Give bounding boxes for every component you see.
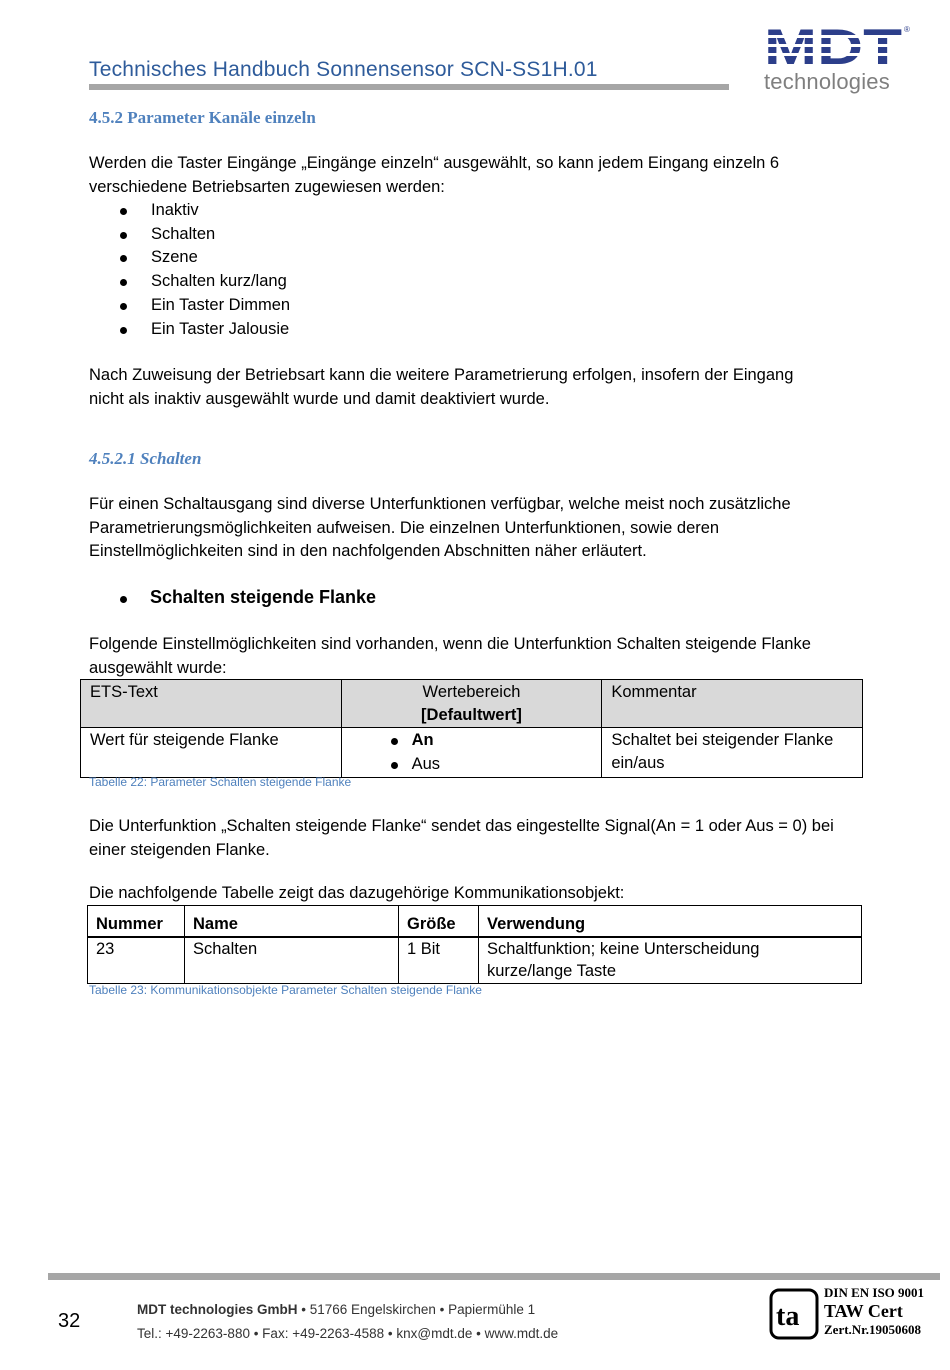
intro-line: Werden die Taster Eingänge „Eingänge einzeln“ ausgewählt, so kann jedem Eingang einzeln 6 (89, 154, 780, 172)
list-item: Ein Taster Dimmen (89, 294, 869, 318)
table-header-row (88, 906, 862, 937)
text-line: Die Unterfunktion „Schalten steigende Flanke“ sendet das eingestellte Signal(An = 1 oder Aus = 0) bei (89, 817, 834, 835)
column-header-range (341, 680, 602, 728)
list-item: Inaktiv (89, 199, 869, 223)
column-header-size: Größe (399, 906, 479, 937)
cert-logo-text: ta (776, 1301, 800, 1332)
mode-list (89, 199, 869, 341)
usage-line: Schaltfunktion; keine Unterscheidung (487, 939, 760, 958)
cell-usage (479, 937, 862, 984)
footer-contact: Tel.: +49-2263-880 • Fax: +49-2263-4588 • knx@mdt.de • www.mdt.de (137, 1326, 559, 1341)
column-header-comment: Kommentar (602, 680, 863, 728)
company-name: MDT technologies GmbH (137, 1302, 298, 1317)
communication-object-table (87, 905, 862, 984)
table-header-row (81, 680, 863, 728)
intro-line: verschiedene Betriebsarten zugewiesen werden: (89, 177, 445, 196)
text-line: nicht als inaktiv ausgewählt wurde und damit deaktiviert wurde. (89, 389, 550, 408)
default-label: [Defaultwert] (421, 705, 522, 724)
range-label: Wertebereich (422, 683, 521, 701)
table-row (81, 728, 863, 778)
text-line: Nach Zuweisung der Betriebsart kann die weitere Parametrierung erfolgen, insofern der Eingang (89, 366, 794, 384)
cert-standard: DIN EN ISO 9001 (824, 1285, 925, 1300)
text-line: Einstellmöglichkeiten sind in den nachfolgenden Abschnitten näher erläutert. (89, 542, 647, 560)
section-after-text (89, 364, 869, 411)
page-number: 32 (58, 1310, 81, 1332)
mdt-logo-mark (762, 22, 912, 68)
bullet-heading (120, 587, 376, 608)
company-address: • 51766 Engelskirchen • Papiermühle 1 (301, 1302, 536, 1317)
footer-address (137, 1302, 535, 1317)
list-item: Schalten kurz/lang (89, 270, 869, 294)
comment-line: ein/aus (611, 753, 665, 772)
text-line: einer steigenden Flanke. (89, 840, 270, 859)
list-item: Schalten (89, 223, 869, 247)
section-intro (89, 152, 869, 341)
column-header-number: Nummer (88, 906, 185, 937)
usage-line: kurze/lange Taste (487, 962, 617, 980)
table-caption: Tabelle 23: Kommunikationsobjekte Parameter Schalten steigende Flanke (89, 983, 482, 997)
text-line: Für einen Schaltausgang sind diverse Unterfunktionen verfügbar, welche meist noch zusätzliche (89, 495, 791, 513)
header-rule (89, 84, 729, 90)
options-intro (89, 633, 869, 680)
taw-cert-icon (768, 1285, 820, 1341)
option-default: An (351, 729, 593, 753)
cert-issuer: TAW Cert (824, 1301, 903, 1321)
table-intro: Die nachfolgende Tabelle zeigt das dazugehörige Kommunikationsobjekt: (89, 884, 625, 902)
cell-range (341, 728, 602, 778)
cell-name: Schalten (185, 937, 399, 984)
option-list (351, 729, 593, 776)
table-caption: Tabelle 22: Parameter Schalten steigende Flanke (89, 775, 352, 789)
text-line: Parametrierungsmöglichkeiten aufweisen. Die einzelnen Unterfunktionen, sowie deren (89, 518, 720, 537)
cert-text (824, 1285, 924, 1337)
column-header-name: Name (185, 906, 399, 937)
cell-ets-text: Wert für steigende Flanke (81, 728, 342, 778)
cell-size: 1 Bit (399, 937, 479, 984)
cell-comment (602, 728, 863, 778)
column-header-ets-text: ETS-Text (81, 680, 342, 728)
text-line: Folgende Einstellmöglichkeiten sind vorhanden, wenn die Unterfunktion Schalten steigende Flanke (89, 635, 811, 653)
certification-badge (768, 1285, 938, 1345)
mdt-logo (762, 22, 912, 100)
logo-subtitle: technologies (764, 69, 890, 94)
list-item: Szene (89, 246, 869, 270)
registered-mark: ® (904, 25, 910, 34)
list-item: Ein Taster Jalousie (89, 318, 869, 342)
column-header-usage: Verwendung (479, 906, 862, 937)
document-title: Technisches Handbuch Sonnensensor SCN-SS1H.01 (89, 58, 598, 81)
bullet-heading-text: Schalten steigende Flanke (150, 587, 377, 607)
comment-line: Schaltet bei steigender Flanke (611, 731, 834, 749)
cert-number: Zert.Nr.19050608 (824, 1322, 922, 1337)
table-row (88, 937, 862, 984)
section-heading: 4.5.2 Parameter Kanäle einzeln (89, 108, 316, 127)
description-text (89, 815, 869, 862)
parameter-table (80, 679, 863, 778)
footer-rule (48, 1273, 940, 1280)
subsection-heading: 4.5.2.1 Schalten (89, 449, 202, 468)
cell-number: 23 (88, 937, 185, 984)
bullet-icon (120, 596, 127, 603)
text-line: ausgewählt wurde: (89, 658, 227, 677)
subsection-intro (89, 493, 869, 564)
option: Aus (351, 753, 593, 777)
